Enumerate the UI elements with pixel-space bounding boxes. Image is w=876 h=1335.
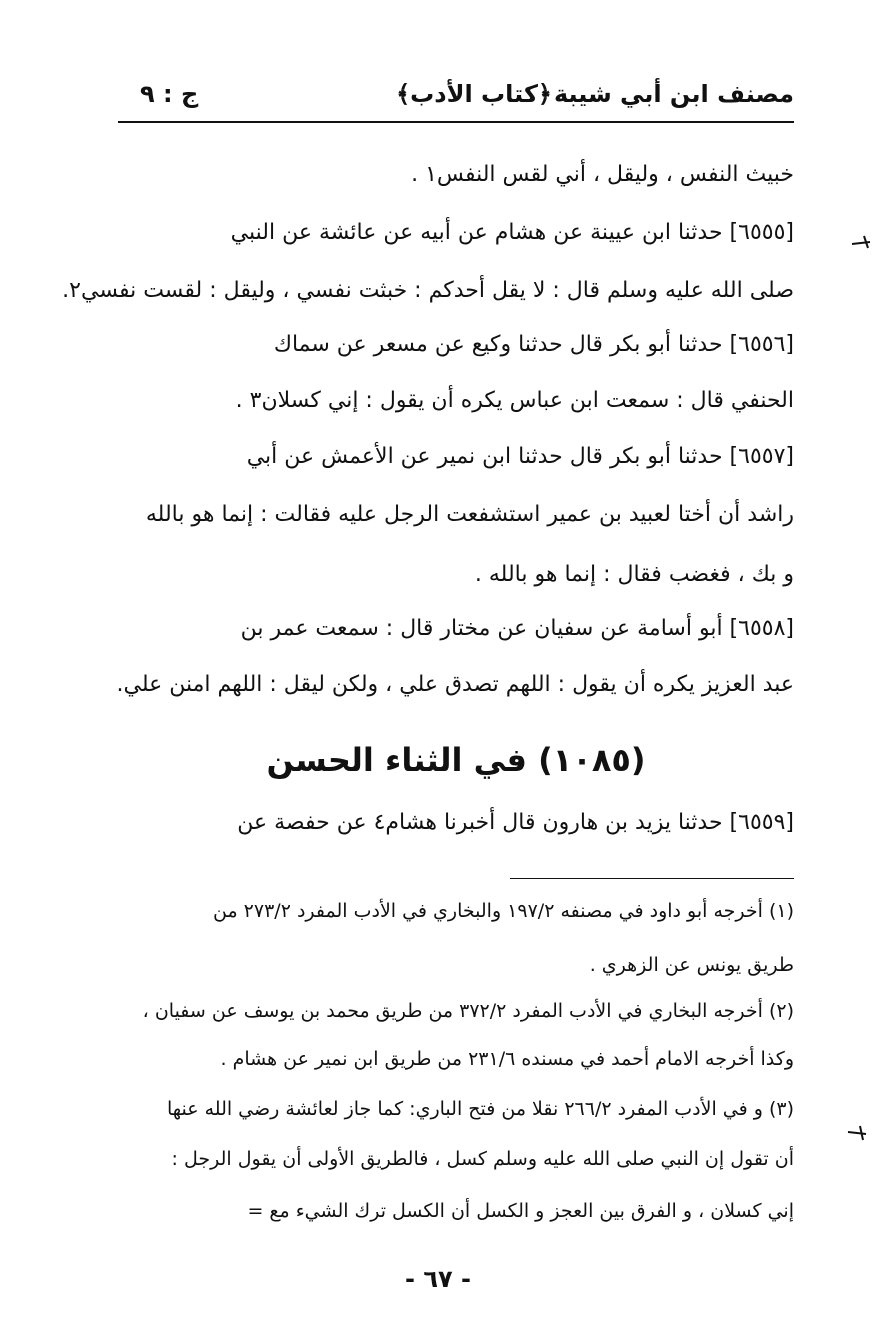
body-line: [٦٥٥٦] حدثنا أبو بكر قال حدثنا وكيع عن مسعر عن سماك: [273, 332, 794, 357]
body-line: و بك ، فغضب فقال : إنما هو بالله .: [474, 562, 794, 587]
footnote-separator: [510, 878, 794, 879]
body-line: [٦٥٥٨] أبو أسامة عن سفيان عن مختار قال : سمعت عمر بن: [240, 616, 794, 641]
footnote-line: (٢) أخرجه البخاري في الأدب المفرد ٣٧٢/٢ من طريق محمد بن يوسف عن سفيان ،: [142, 1000, 794, 1022]
body-line: [٦٥٥٥] حدثنا ابن عيينة عن هشام عن أبيه عن عائشة عن النبي: [230, 220, 794, 245]
footnote-line: طريق يونس عن الزهري .: [589, 954, 794, 976]
body-line: خبيث النفس ، وليقل ، أني لقس النفس١ .: [411, 162, 794, 187]
body-line: راشد أن أختا لعبيد بن عمير استشفعت الرجل عليه فقالت : إنما هو بالله: [145, 502, 794, 527]
running-header: [118, 74, 794, 120]
body-line: عبد العزيز يكره أن يقول : اللهم تصدق علي ، ولكن ليقل : اللهم امنن علي.: [116, 672, 794, 697]
footnote-line: أن تقول إن النبي صلى الله عليه وسلم كسل ، فالطريق الأولى أن يقول الرجل :: [171, 1148, 794, 1170]
footnote-line: (١) أخرجه أبو داود في مصنفه ١٩٧/٢ والبخاري في الأدب المفرد ٢٧٣/٢ من: [212, 900, 794, 922]
margin-tick-mark: [850, 232, 872, 254]
body-line: [٦٥٥٧] حدثنا أبو بكر قال حدثنا ابن نمير عن الأعمش عن أبي: [246, 444, 794, 469]
header-rule: [118, 121, 794, 123]
margin-tick-mark: [846, 1122, 868, 1144]
footnote-line: (٣) و في الأدب المفرد ٢٦٦/٢ نقلا من فتح الباري: كما جاز لعائشة رضي الله عنها: [166, 1098, 794, 1120]
footnote-line: وكذا أخرجه الامام أحمد في مسنده ٢٣١/٦ من طريق ابن نمير عن هشام .: [220, 1048, 794, 1070]
page-number: - ٦٧ -: [405, 1265, 471, 1293]
book-title: مصنف ابن أبي شيبة: [553, 80, 794, 108]
chapter-title: ﴿كتاب الأدب﴾: [396, 80, 552, 108]
section-heading: (١٠٨٥) في الثناء الحسن: [266, 741, 646, 779]
body-line: الحنفي قال : سمعت ابن عباس يكره أن يقول : إني كسلان٣ .: [235, 388, 794, 413]
body-line: [٦٥٥٩] حدثنا يزيد بن هارون قال أخبرنا هشام٤ عن حفصة عن: [237, 810, 794, 835]
volume-number: ج : ٩: [140, 80, 199, 108]
footnote-line: إني كسلان ، و الفرق بين العجز و الكسل أن الكسل ترك الشيء مع =: [247, 1200, 794, 1222]
body-line: صلى الله عليه وسلم قال : لا يقل أحدكم : خبثت نفسي ، وليقل : لقست نفسي٢.: [62, 278, 794, 303]
